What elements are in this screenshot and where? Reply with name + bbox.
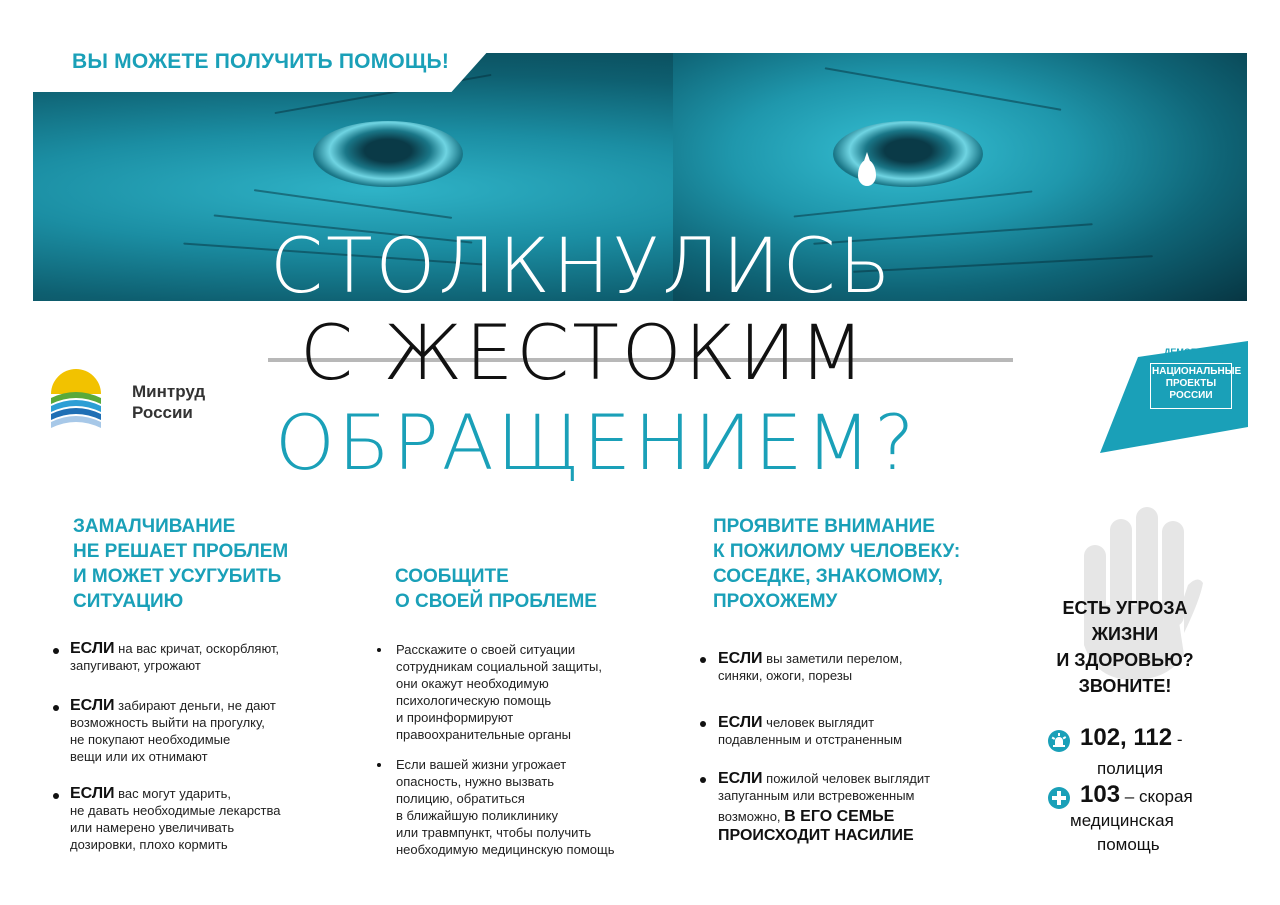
- bullet-icon: [700, 657, 706, 663]
- col2-item-1-line: сотрудникам социальной защиты,: [396, 659, 602, 674]
- tear-icon: [858, 160, 876, 186]
- col1-item-3-line: дозировки, плохо кормить: [70, 837, 228, 852]
- mintrud-logo-icon: [47, 368, 105, 430]
- threat-line: И ЗДОРОВЬЮ?: [1056, 650, 1194, 670]
- col1-item-3: [70, 785, 281, 853]
- col2-item-1-line: и проинформируют: [396, 710, 514, 725]
- wrinkle-line: [254, 189, 452, 219]
- headline-line-2: С ЖЕСТОКИМ: [300, 308, 868, 397]
- col2-item-2-line: или травмпункт, чтобы получить: [396, 825, 592, 840]
- col1-item-2-line: вещи или их отнимают: [70, 749, 208, 764]
- col1-item-3-line: вас могут ударить,: [114, 786, 231, 801]
- col2-item-2: [396, 756, 614, 858]
- col3-title-line: К ПОЖИЛОМУ ЧЕЛОВЕКУ:: [713, 541, 961, 562]
- bullet-icon: [53, 648, 59, 654]
- col3-item-3-tail: [718, 808, 930, 825]
- bullet-icon: [700, 721, 706, 727]
- col2-item-1-line: они окажут необходимую: [396, 676, 549, 691]
- col2-item-1-line: Расскажите о своей ситуации: [396, 642, 576, 657]
- col1-item-3-bold: ЕСЛИ: [70, 785, 115, 802]
- col1-item-2-line: возможность выйти на прогулку,: [70, 715, 265, 730]
- col3-item-3-bold: ЕСЛИ: [718, 770, 763, 787]
- col1-title-line: СИТУАЦИЮ: [73, 591, 184, 612]
- ambulance-label-1: медицинская: [1070, 811, 1174, 830]
- bullet-icon: [53, 793, 59, 799]
- col1-title-line: НЕ РЕШАЕТ ПРОБЛЕМ: [73, 541, 289, 562]
- mintrud-name: [132, 381, 205, 423]
- col1-item-1-bold: ЕСЛИ: [70, 640, 115, 657]
- col3-item-3: [718, 770, 930, 844]
- col1-item-2-line: забирают деньги, не дают: [114, 698, 276, 713]
- help-tagline: ВЫ МОЖЕТЕ ПОЛУЧИТЬ ПОМОЩЬ!: [72, 50, 450, 73]
- col2-title: [395, 564, 597, 614]
- police-numbers: 102, 112: [1080, 724, 1173, 751]
- col1-item-2-line: не покупают необходимые: [70, 732, 231, 747]
- ambulance-phone: [1080, 781, 1193, 808]
- col3-title-line: СОСЕДКЕ, ЗНАКОМОМУ,: [713, 566, 943, 587]
- col3-item-1: [718, 650, 902, 684]
- col3-title-line: ПРОХОЖЕМУ: [713, 591, 838, 612]
- col3-item-1-line: синяки, ожоги, порезы: [718, 668, 853, 683]
- col3-item-3-last: [718, 827, 930, 844]
- col2-item-2-line: в ближайшую поликлинику: [396, 808, 558, 823]
- badge-demografia: ДЕМОГРАФИЯ: [1164, 347, 1229, 357]
- col3-item-2-bold: ЕСЛИ: [718, 714, 763, 731]
- col2-item-2-line: необходимую медицинскую помощь: [396, 842, 615, 857]
- col2-title-line: О СВОЕЙ ПРОБЛЕМЕ: [395, 591, 597, 612]
- bullet-icon: [377, 763, 381, 767]
- ambulance-rest: – скорая: [1120, 787, 1193, 806]
- col1-title-line: ЗАМАЛЧИВАНИЕ: [73, 516, 236, 537]
- col3-item-1-line: вы заметили перелом,: [762, 651, 903, 666]
- col2-item-2-line: Если вашей жизни угрожает: [396, 757, 567, 772]
- mintrud-name-line-2: России: [132, 403, 193, 422]
- headline-line-1: СТОЛКНУЛИСЬ: [270, 221, 894, 310]
- col3-item-3-line: пожилой человек выглядит: [762, 771, 931, 786]
- headline-line-3: ОБРАЩЕНИЕМ?: [275, 398, 918, 487]
- bullet-icon: [53, 705, 59, 711]
- police-dash: -: [1172, 730, 1183, 749]
- col1-title: [73, 514, 288, 614]
- col2-title-line: СООБЩИТЕ: [395, 566, 509, 587]
- col1-item-2-bold: ЕСЛИ: [70, 697, 115, 714]
- col3-item-2: [718, 714, 902, 748]
- col3-item-3-line: запуганным или встревоженным: [718, 788, 915, 803]
- police-siren-icon: [1048, 730, 1070, 752]
- col1-title-line: И МОЖЕТ УСУГУБИТЬ: [73, 566, 282, 587]
- badge-text-line-3: РОССИИ: [1169, 390, 1213, 401]
- threat-line: ЕСТЬ УГРОЗА: [1062, 598, 1188, 618]
- col3-item-3-last-bold: ПРОИСХОДИТ НАСИЛИЕ: [718, 827, 914, 844]
- col2-item-1-line: правоохранительные органы: [396, 727, 571, 742]
- col1-item-1-line: запугивают, угрожают: [70, 658, 201, 673]
- col3-item-2-line: человек выглядит: [762, 715, 875, 730]
- police-label: полиция: [1097, 759, 1164, 778]
- right-eye-image: [833, 121, 983, 187]
- col1-item-2: [70, 697, 276, 765]
- medical-cross-icon: [1048, 787, 1070, 809]
- col3-title: [713, 514, 960, 614]
- police-phone: [1080, 724, 1183, 751]
- badge-text-line-2: ПРОЕКТЫ: [1165, 378, 1217, 389]
- col2-item-1: [396, 641, 602, 743]
- col2-item-2-line: полицию, обратиться: [396, 791, 525, 806]
- mintrud-name-line-1: Минтруд: [132, 382, 206, 401]
- left-eye-image: [313, 121, 463, 187]
- ambulance-label-2: помощь: [1097, 835, 1160, 854]
- col3-item-3-tail-bold: В ЕГО СЕМЬЕ: [784, 808, 895, 825]
- col1-item-3-line: или намерено увеличивать: [70, 820, 235, 835]
- col3-item-1-bold: ЕСЛИ: [718, 650, 763, 667]
- bullet-icon: [700, 777, 706, 783]
- badge-text-line-1: НАЦИОНАЛЬНЫЕ: [1152, 366, 1242, 377]
- col3-item-3-tail-text: возможно,: [718, 809, 785, 824]
- col3-item-2-line: подавленным и отстраненным: [718, 732, 903, 747]
- col1-item-3-line: не давать необходимые лекарства: [70, 803, 281, 818]
- threat-line: ЗВОНИТЕ!: [1078, 676, 1172, 696]
- col2-item-2-line: опасность, нужно вызвать: [396, 774, 555, 789]
- col3-title-line: ПРОЯВИТЕ ВНИМАНИЕ: [713, 516, 935, 537]
- bullet-icon: [377, 648, 381, 652]
- threat-call-block: [1040, 595, 1210, 699]
- col2-item-1-line: психологическую помощь: [396, 693, 552, 708]
- ambulance-number: 103: [1080, 781, 1121, 808]
- col1-item-1-line: на вас кричат, оскорбляют,: [114, 641, 280, 656]
- threat-line: ЖИЗНИ: [1091, 624, 1159, 644]
- badge-text: [1152, 366, 1242, 402]
- col1-item-1: [70, 640, 279, 674]
